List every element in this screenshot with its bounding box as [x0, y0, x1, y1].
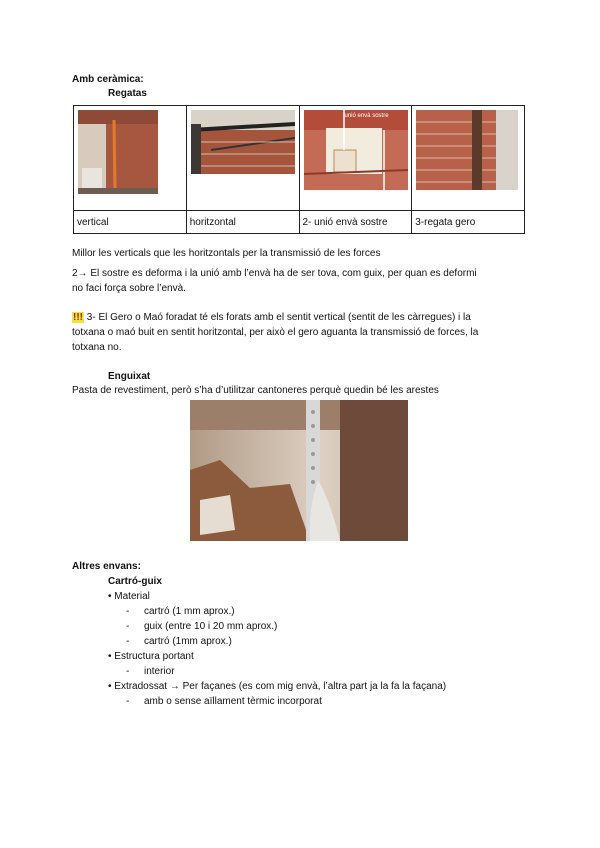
section-heading-ceramica: Amb ceràmica: — [72, 74, 144, 85]
paragraph-enguixat: Pasta de revestiment, però s’ha d’utilitzar cantoneres perquè quedin bé les arestes — [72, 385, 439, 396]
section-heading-altres-envans: Altres envans: — [72, 561, 141, 572]
photo-cell-horizontal — [186, 106, 299, 211]
list-subitem: - amb o sense aïllament tèrmic incorporat — [126, 696, 322, 707]
caption-gero: 3-regata gero — [412, 211, 525, 234]
list-subitem: - interior — [126, 666, 175, 677]
paragraph-gero-text1: 3- El Gero o Maó foradat té els forats amb el sentit vertical (sentit de les càrregues) i la — [84, 312, 471, 323]
paragraph-gero-line1 — [72, 311, 471, 324]
vertical-groove-photo — [78, 110, 158, 194]
paragraph-gero-line3: totxana no. — [72, 342, 122, 353]
caption-vertical: vertical — [74, 211, 187, 234]
paragraph-gero-line2: totxana o maó buit en sentit horitzontal, per això el gero aguanta la transmissió de forces, la — [72, 327, 479, 338]
heading-enguixat: Enguixat — [108, 371, 151, 382]
list-item: • Estructura portant — [108, 651, 194, 662]
hollow-brick-groove-photo — [416, 110, 518, 190]
photo-cell-wall-ceiling — [299, 106, 412, 211]
list-subitem: - cartró (1 mm aprox.) — [126, 606, 235, 617]
caption-wall-ceiling: 2- unió envà sostre — [299, 211, 412, 234]
paragraph-ceiling-line2: no faci força sobre l’envà. — [72, 283, 186, 294]
horizontal-groove-photo — [191, 110, 295, 174]
photo-cell-gero — [412, 106, 525, 211]
list-item: • Extradossat → Per façanes (es com mig envà, l’altra part ja la fa la façana) — [108, 681, 447, 692]
paragraph-ceiling-line1: 2→ El sostre es deforma i la unió amb l’envà ha de ser tova, com guix, per quan es deformi — [72, 268, 477, 279]
subheading-cartro-guix: Cartró-guix — [108, 576, 162, 587]
list-subitem: - guix (entre 10 i 20 mm aprox.) — [126, 621, 278, 632]
subheading-regatas: Regatas — [108, 88, 147, 99]
caption-horizontal: horitzontal — [186, 211, 299, 234]
warning-mark: !!! — [73, 312, 83, 323]
regatas-photo-table — [73, 105, 525, 234]
list-subitem: - cartró (1mm aprox.) — [126, 636, 232, 647]
paragraph-vertical-better: Millor les verticals que les horitzontals per la transmissió de les forces — [72, 248, 381, 259]
wall-ceiling-joint-photo — [304, 110, 408, 190]
list-item: • Material — [108, 591, 150, 602]
plaster-corner-bead-photo — [190, 400, 408, 541]
photo-cell-vertical — [74, 106, 187, 211]
photo-overlay-text: unió envà sostre — [344, 113, 389, 119]
